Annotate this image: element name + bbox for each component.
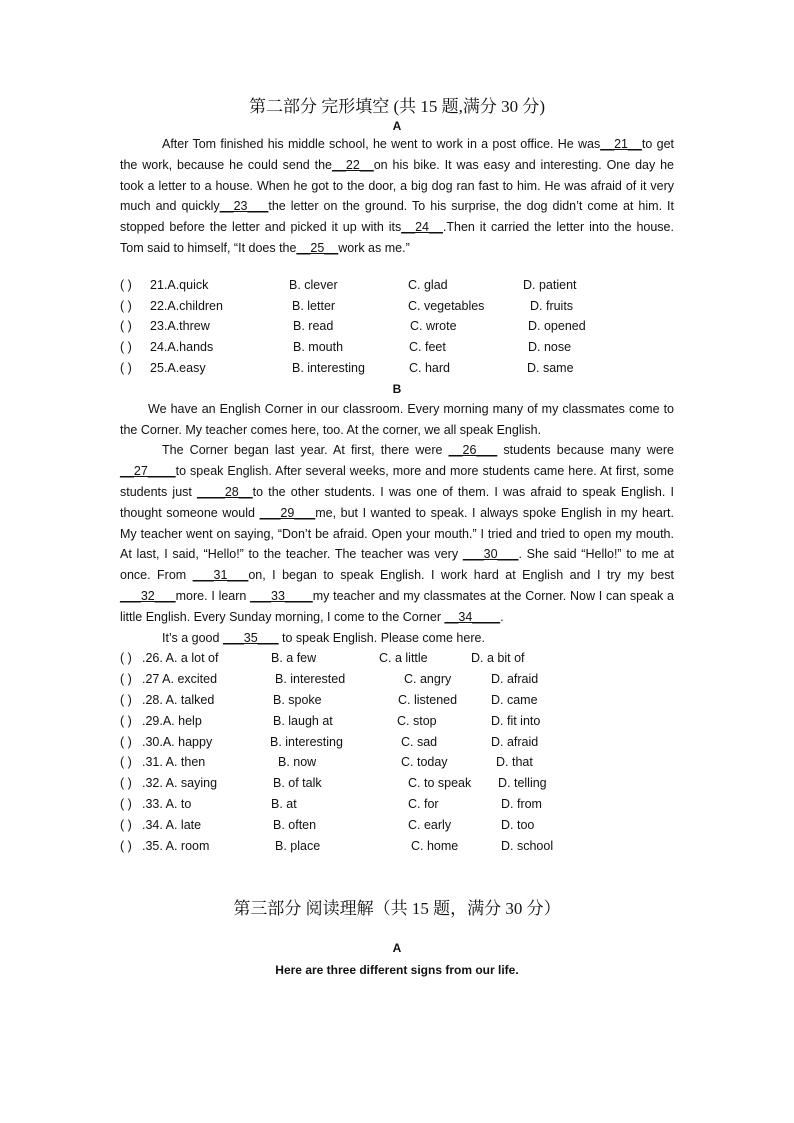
option-c: C. a little (379, 651, 428, 666)
option-a: 21.A.quick (150, 277, 209, 292)
answer-bracket[interactable]: ( ) (120, 734, 132, 749)
passage-text: The Corner began last year. At first, there were (162, 443, 449, 458)
option-b: B. spoke (273, 692, 322, 707)
blank-35: ___35___ (222, 630, 279, 645)
option-c: C. glad (408, 277, 448, 292)
blank-26: __26___ (448, 443, 498, 458)
passage-text: After Tom finished his middle school, he went to work in a post office. He was (162, 137, 601, 151)
option-b: B. mouth (293, 340, 344, 355)
option-d: D. patient (523, 277, 577, 292)
part3-title: 第三部分 阅读理解（共 15 题，满分 30 分） (233, 899, 561, 919)
option-d: D. came (491, 692, 538, 707)
option-d: D. school (501, 838, 554, 853)
option-b: B. at (271, 796, 297, 811)
blank-32: ___32___ (120, 588, 176, 603)
option-a: 23.A.threw (150, 319, 210, 334)
passage-text: my teacher and my classmates at the Corner. Now I can speak a little English. Every Sunday morning, I come to the Corner (120, 588, 674, 624)
question-list-a (120, 275, 674, 379)
answer-bracket[interactable]: ( ) (120, 838, 132, 853)
answer-bracket[interactable]: ( ) (120, 817, 132, 832)
blank-28: ____28__ (197, 484, 253, 499)
answer-bracket[interactable]: ( ) (120, 713, 132, 728)
passage-text: . She said “Hello!” to me at once. From (120, 547, 674, 583)
answer-bracket[interactable]: ( ) (120, 340, 132, 355)
option-c: C. for (408, 796, 439, 811)
passage-text: on his bike. It was easy and interesting. One day he took a letter to a house. When he got to the door, a big dog ran fast to him. He was afraid of it very much and quickly (120, 157, 675, 214)
section-b-label: B (392, 381, 402, 396)
option-a: .32. A. saying (142, 776, 218, 791)
passage-text: on, I began to speak English. I work hard at English and I try my best (248, 568, 675, 583)
option-b: B. interested (275, 672, 346, 687)
blank-31: ___31___ (192, 568, 249, 583)
passage-text: to speak English. Please come here. (278, 630, 485, 645)
option-a: 25.A.easy (150, 360, 206, 375)
passage-text: to the other students. I was one of them. I was afraid to speak English. I thought someone would (120, 484, 674, 520)
passage-text: .Then it carried the letter into the house. Tom said to himself, “It does the (120, 220, 674, 255)
blank-21: __21__ (600, 137, 642, 151)
question-list-b (120, 648, 674, 856)
blank-29: ___29___ (259, 505, 316, 520)
passage-text: to speak English. After several weeks, more and more students came here. At first, some students just (120, 464, 674, 499)
option-d: D. from (501, 796, 542, 811)
passage-text: me, but I wanted to speak. I always spoke English in my heart. My teacher went on saying, “Don’t be afraid. Open your mouth.” I tried and tried to open my mouth. At last, I said, “Hello!” to the teacher. The teacher was very (120, 505, 674, 562)
option-b: B. letter (292, 298, 336, 313)
answer-bracket[interactable]: ( ) (120, 755, 132, 770)
answer-bracket[interactable]: ( ) (120, 319, 132, 334)
question-row (120, 752, 674, 773)
option-a: .30.A. happy (142, 734, 213, 749)
option-b: B. now (278, 755, 317, 770)
blank-22: __22__ (332, 157, 374, 172)
question-row (120, 296, 674, 317)
option-c: C. home (411, 838, 459, 853)
blank-25: __25__ (296, 240, 339, 255)
option-b: B. interesting (292, 360, 365, 375)
option-d: D. fruits (530, 298, 574, 313)
answer-bracket[interactable]: ( ) (120, 672, 132, 687)
passage-b-para3 (120, 628, 674, 649)
passage-text: to get the work, because he could send the (120, 137, 674, 172)
option-d: D. afraid (491, 672, 539, 687)
blank-30: ___30___ (462, 547, 519, 562)
question-row (120, 690, 674, 711)
option-a: .29.A. help (142, 713, 202, 728)
passage-text: work as me.” (338, 240, 410, 255)
answer-bracket[interactable]: ( ) (120, 796, 132, 811)
option-c: C. feet (409, 340, 446, 355)
blank-24: __24__ (401, 220, 443, 235)
answer-bracket[interactable]: ( ) (120, 776, 132, 791)
option-a: .28. A. talked (142, 692, 215, 707)
passage-text: more. I learn (175, 588, 251, 603)
answer-bracket[interactable]: ( ) (120, 277, 132, 292)
question-row (120, 358, 674, 379)
option-a: 22.A.children (150, 298, 223, 313)
option-b: B. read (293, 319, 334, 334)
option-d: D. nose (528, 340, 572, 355)
passage-b-para2 (120, 440, 674, 627)
option-c: C. early (408, 817, 452, 832)
section-a-label: A (392, 119, 402, 133)
option-b: B. interesting (270, 734, 343, 749)
passage-a (120, 134, 674, 259)
option-a: .26. A. a lot of (142, 651, 219, 666)
option-d: D. fit into (491, 713, 541, 728)
question-row (120, 815, 674, 836)
option-c: C. sad (401, 734, 438, 749)
option-a: .33. A. to (142, 796, 192, 811)
question-row (120, 836, 674, 857)
blank-23: __23___ (219, 199, 269, 214)
option-c: C. listened (398, 692, 458, 707)
option-d: D. telling (498, 776, 547, 791)
option-d: D. that (496, 755, 533, 770)
question-row (120, 316, 674, 337)
option-c: C. to speak (408, 776, 472, 791)
option-a: 24.A.hands (150, 340, 214, 355)
option-c: C. wrote (410, 319, 457, 334)
question-row (120, 337, 674, 358)
option-c: C. stop (397, 713, 437, 728)
option-c: C. hard (409, 360, 450, 375)
blank-33: ___33____ (250, 588, 313, 603)
question-row (120, 275, 674, 296)
option-d: D. same (527, 360, 574, 375)
question-row (120, 711, 674, 732)
option-b: B. often (273, 817, 317, 832)
option-b: B. a few (271, 651, 317, 666)
question-row (120, 732, 674, 753)
question-row (120, 773, 674, 794)
option-b: B. clever (289, 277, 338, 292)
option-d: D. a bit of (471, 651, 525, 666)
answer-bracket[interactable]: ( ) (120, 298, 132, 313)
option-b: B. of talk (273, 776, 322, 791)
option-d: D. opened (528, 319, 586, 334)
passage-text: . (500, 609, 504, 624)
option-a: .31. A. then (142, 755, 206, 770)
option-c: C. vegetables (408, 298, 485, 313)
option-b: B. place (275, 838, 321, 853)
part3-section-a-label: A (392, 941, 402, 956)
part2-title: 第二部分 完形填空 (共 15 题,满分 30 分) (248, 97, 546, 116)
option-d: D. afraid (491, 734, 539, 749)
option-a: .35. A. room (142, 838, 210, 853)
passage-b-para1: We have an English Corner in our classroom. Every morning many of my classmates come to the Corner. My teacher comes here, too. At the corner, we all speak English. (120, 401, 674, 437)
answer-bracket[interactable]: ( ) (120, 360, 132, 375)
passage-text: It’s a good (162, 630, 223, 645)
passage-text: students because many were (497, 443, 674, 458)
exam-page (120, 96, 674, 978)
question-row (120, 794, 674, 815)
question-row (120, 669, 674, 690)
option-a: .34. A. late (142, 817, 202, 832)
part3-intro: Here are three different signs from our life. (275, 963, 519, 978)
passage-text: the letter on the ground. To his surprise, the dog didn’t come at him. It stopped before the letter and picked it up with its (120, 199, 675, 235)
answer-bracket[interactable]: ( ) (120, 651, 132, 666)
option-a: .27 A. excited (142, 672, 218, 687)
answer-bracket[interactable]: ( ) (120, 692, 132, 707)
option-c: C. angry (404, 672, 452, 687)
option-b: B. laugh at (273, 713, 333, 728)
option-d: D. too (501, 817, 535, 832)
question-row (120, 648, 674, 669)
blank-34: __34____ (444, 609, 501, 624)
blank-27: __27____ (120, 464, 176, 479)
option-c: C. today (401, 755, 448, 770)
